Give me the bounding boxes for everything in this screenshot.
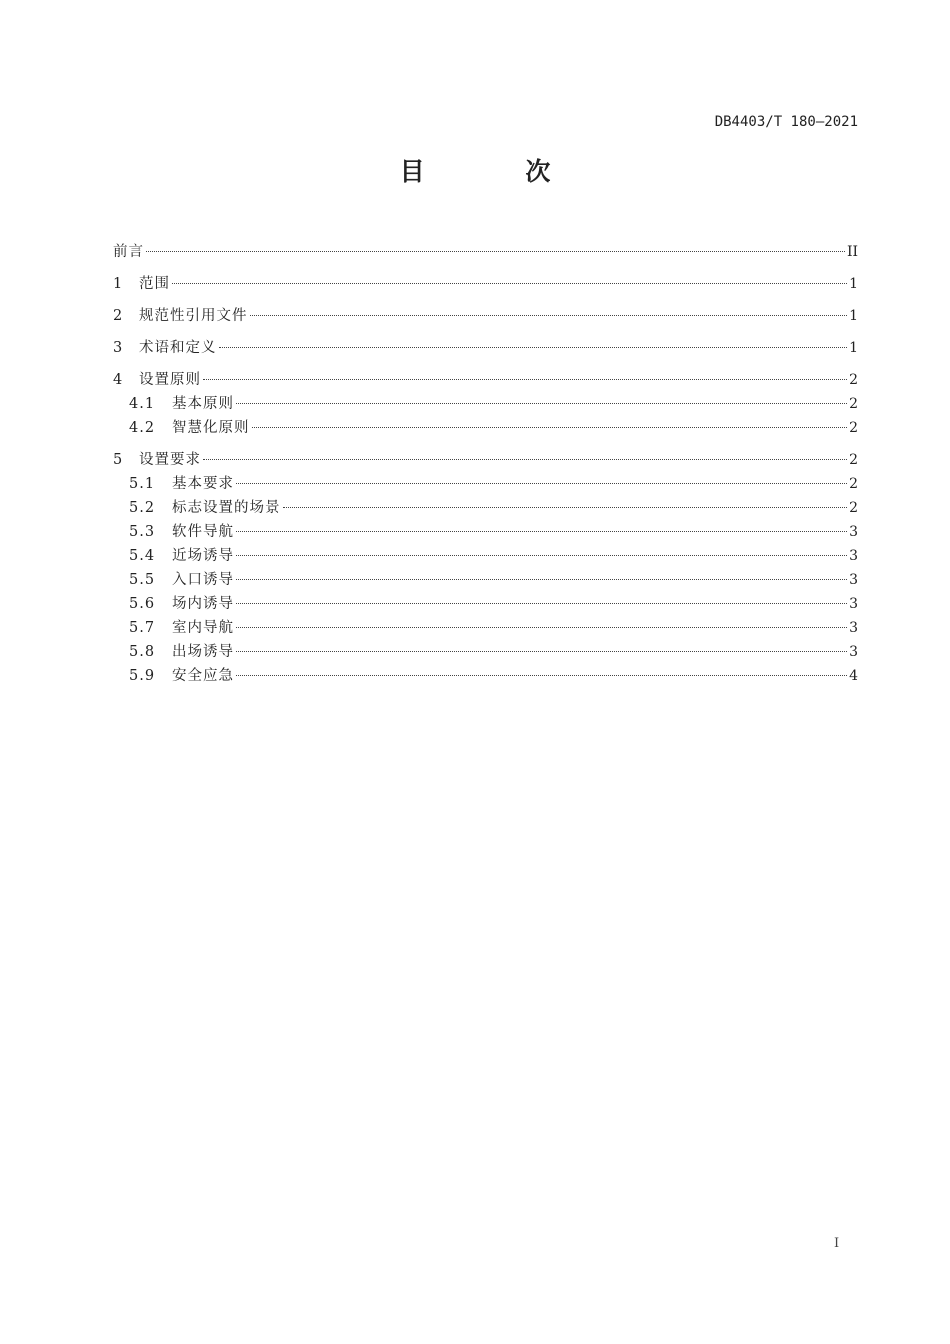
toc-entry-label: 基本原则 — [172, 396, 234, 412]
toc-entry-number: 1 — [113, 276, 123, 292]
toc-leader-dots — [203, 379, 847, 380]
toc-entry-number: 3 — [113, 340, 123, 356]
toc-entry-label: 规范性引用文件 — [139, 308, 248, 324]
toc-entry[interactable] — [113, 472, 858, 496]
toc-entry-page: 1 — [849, 308, 858, 324]
toc-entry-label: 术语和定义 — [139, 340, 217, 356]
toc-leader-dots — [250, 315, 848, 316]
toc-entry-label: 场内诱导 — [172, 596, 234, 612]
toc-title: 目 次 — [399, 157, 597, 186]
toc-leader-dots — [219, 347, 848, 348]
toc-entry-page: 4 — [849, 668, 858, 684]
toc-entry[interactable] — [113, 520, 858, 544]
toc-entry-number: 2 — [113, 308, 123, 324]
toc-leader-dots — [236, 675, 847, 676]
toc-entry-label: 入口诱导 — [172, 572, 234, 588]
toc-leader-dots — [236, 651, 847, 652]
toc-entry[interactable] — [113, 240, 858, 264]
toc-entry-number: 5.5 — [129, 572, 156, 588]
toc-entry-page: 2 — [849, 500, 858, 516]
toc-entry-label: 软件导航 — [172, 524, 234, 540]
toc-entry[interactable] — [113, 544, 858, 568]
page-number: I — [834, 1236, 840, 1251]
toc-entry-page: 3 — [849, 548, 858, 564]
toc-entry-page: 2 — [849, 452, 858, 468]
toc-entry-page: II — [846, 244, 858, 260]
toc-leader-dots — [236, 483, 847, 484]
toc-entry[interactable] — [113, 448, 858, 472]
toc-entry[interactable] — [113, 336, 858, 360]
toc-entry-label: 范围 — [139, 276, 170, 292]
toc-entry-label: 出场诱导 — [172, 644, 234, 660]
toc-entry-page: 3 — [849, 620, 858, 636]
toc-entry[interactable] — [113, 640, 858, 664]
toc-entry-number: 5.3 — [129, 524, 156, 540]
toc-entry-page: 2 — [849, 396, 858, 412]
toc-entry-label: 近场诱导 — [172, 548, 234, 564]
toc-entry-page: 3 — [849, 572, 858, 588]
table-of-contents — [113, 240, 858, 688]
toc-entry-number: 5.1 — [129, 476, 156, 492]
toc-entry-page: 2 — [849, 476, 858, 492]
toc-entry-label: 基本要求 — [172, 476, 234, 492]
toc-entry-number: 4.2 — [129, 420, 156, 436]
toc-entry[interactable] — [113, 392, 858, 416]
toc-entry-number: 5.2 — [129, 500, 156, 516]
toc-entry-number: 5.7 — [129, 620, 156, 636]
toc-entry-page: 2 — [849, 372, 858, 388]
toc-entry[interactable] — [113, 368, 858, 392]
toc-leader-dots — [252, 427, 848, 428]
toc-entry-label: 室内导航 — [172, 620, 234, 636]
toc-leader-dots — [236, 555, 847, 556]
toc-entry-label: 前言 — [113, 244, 144, 260]
toc-entry-page: 1 — [849, 340, 858, 356]
toc-leader-dots — [236, 531, 847, 532]
toc-entry-label: 设置原则 — [139, 372, 201, 388]
toc-entry[interactable] — [113, 416, 858, 440]
toc-entry-label: 设置要求 — [139, 452, 201, 468]
toc-leader-dots — [283, 507, 848, 508]
toc-entry[interactable] — [113, 568, 858, 592]
toc-entry-page: 3 — [849, 524, 858, 540]
document-code: DB4403/T 180—2021 — [714, 114, 858, 130]
toc-leader-dots — [236, 627, 847, 628]
toc-entry-page: 3 — [849, 644, 858, 660]
toc-leader-dots — [172, 283, 847, 284]
toc-entry[interactable] — [113, 592, 858, 616]
toc-entry-number: 5.8 — [129, 644, 156, 660]
toc-entry-number: 5.9 — [129, 668, 156, 684]
toc-leader-dots — [236, 403, 847, 404]
toc-entry[interactable] — [113, 304, 858, 328]
toc-entry-number: 5 — [113, 452, 123, 468]
toc-entry-label: 智慧化原则 — [172, 420, 250, 436]
toc-entry[interactable] — [113, 664, 858, 688]
toc-leader-dots — [236, 579, 847, 580]
toc-entry-number: 5.6 — [129, 596, 156, 612]
toc-entry-page: 1 — [849, 276, 858, 292]
toc-entry-label: 安全应急 — [172, 668, 234, 684]
toc-entry-number: 5.4 — [129, 548, 156, 564]
toc-leader-dots — [146, 251, 845, 252]
toc-entry[interactable] — [113, 616, 858, 640]
toc-entry-number: 4 — [113, 372, 123, 388]
toc-entry[interactable] — [113, 496, 858, 520]
toc-entry-number: 4.1 — [129, 396, 156, 412]
toc-leader-dots — [203, 459, 847, 460]
toc-entry-page: 3 — [849, 596, 858, 612]
toc-entry[interactable] — [113, 272, 858, 296]
toc-entry-page: 2 — [849, 420, 858, 436]
toc-entry-label: 标志设置的场景 — [172, 500, 281, 516]
toc-leader-dots — [236, 603, 847, 604]
